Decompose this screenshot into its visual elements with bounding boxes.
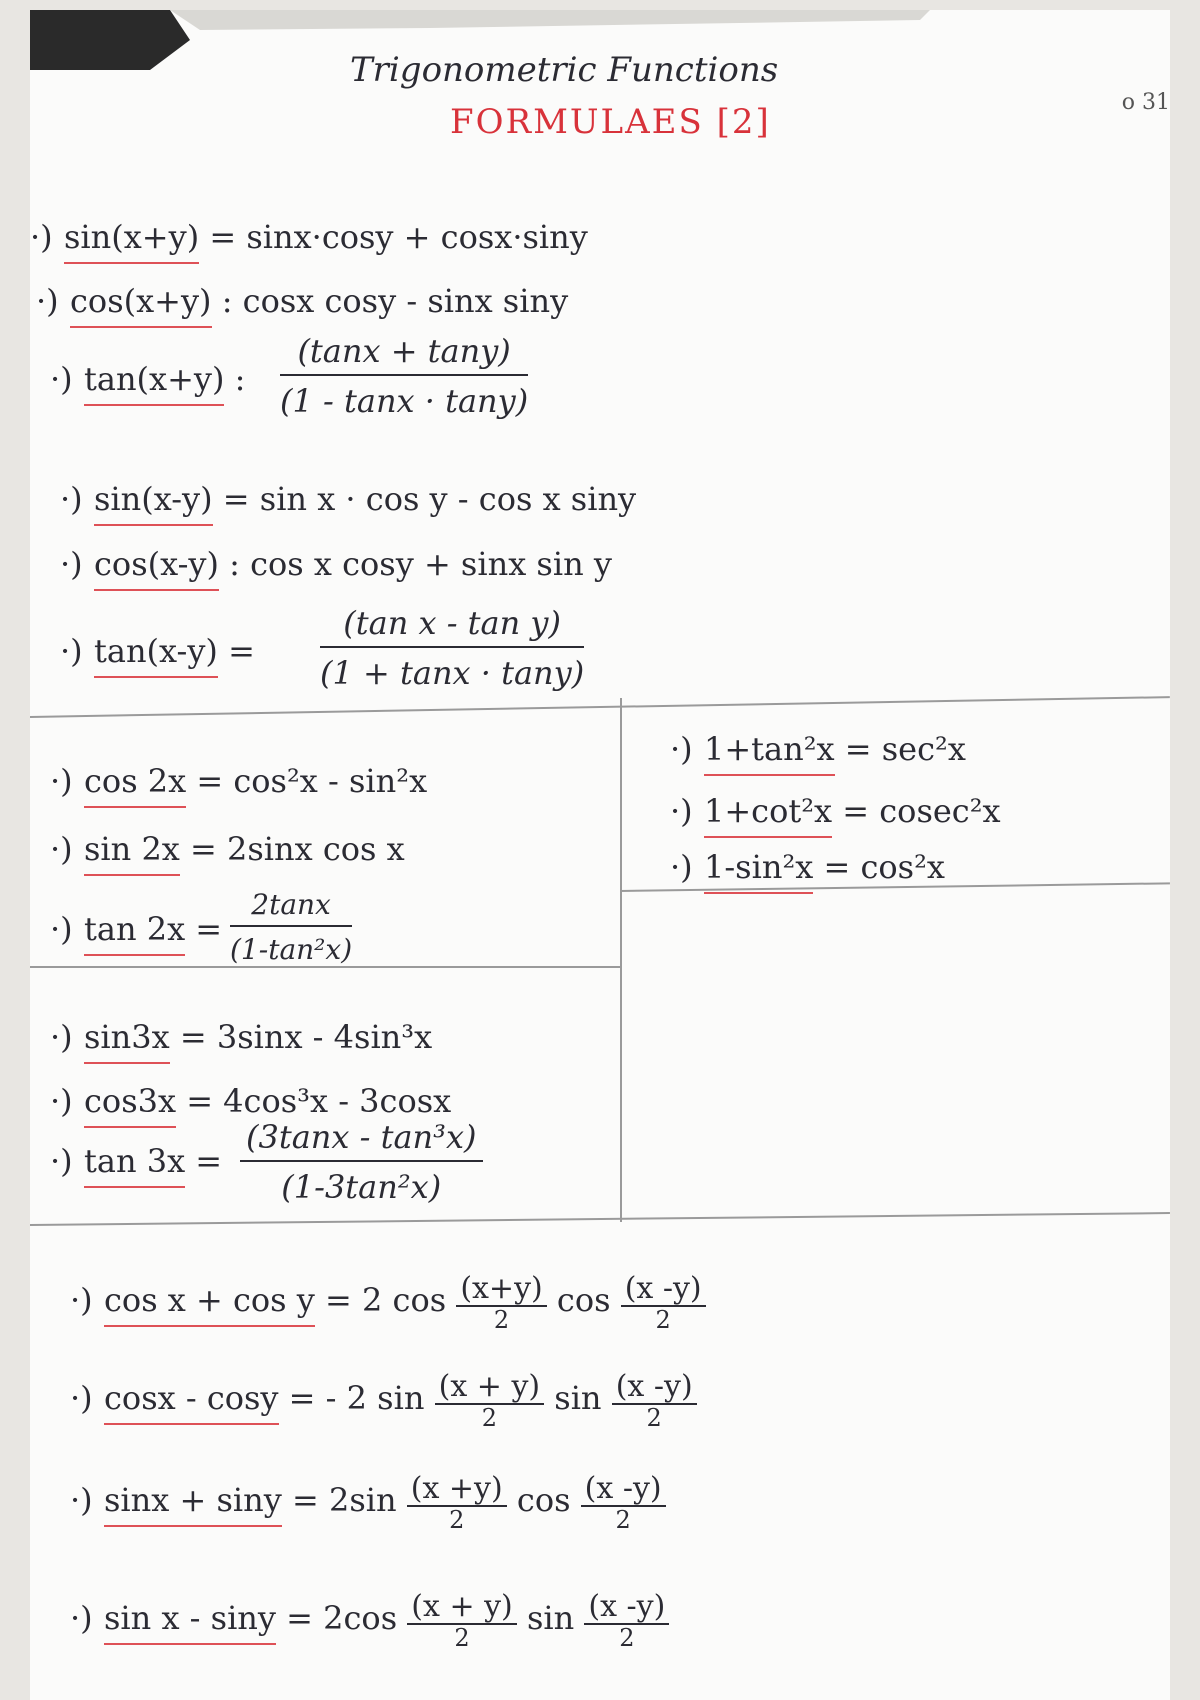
- formula-row: ·) cos3x = 4cos³x - 3cosx: [50, 1082, 451, 1124]
- formula-rhs: = cos²x: [823, 848, 945, 886]
- formula-row: ·) sinx + siny = 2sin $\frac{(x +y)}{2}$ cos $\frac{(x -y)}{2}$: [70, 1472, 666, 1533]
- formula-row: ·) cos 2x = cos²x - sin²x: [50, 762, 427, 804]
- formula-lhs: 1+tan²x: [704, 730, 835, 772]
- formula-row: ·) tan(x+y) :: [50, 360, 245, 402]
- fraction-numerator: (tanx + tany): [280, 332, 528, 376]
- formula-row: ·) 1+tan²x = sec²x: [670, 730, 966, 772]
- formula-row: ·) sin 2x = 2sinx cos x: [50, 830, 405, 872]
- formula-lhs: cosx - cosy: [104, 1379, 279, 1421]
- fraction: [280, 332, 528, 420]
- formula-lhs: 1+cot²x: [704, 792, 832, 834]
- fraction-numerator: 2tanx: [230, 888, 352, 927]
- notebook-page: [30, 10, 1170, 1700]
- formula-lhs: cos(x+y): [70, 282, 212, 324]
- formula-row: ·) cos(x+y) : cosx cosy - sinx siny: [36, 282, 568, 324]
- page-subtitle: FORMULAES [2]: [450, 102, 771, 142]
- formula-lhs: sinx + siny: [104, 1481, 282, 1523]
- formula-rhs: = cosec²x: [842, 792, 1001, 830]
- formula-lhs: 1-sin²x: [704, 848, 813, 890]
- formula-lhs: cos3x: [84, 1082, 176, 1124]
- fraction-denominator: (1 - tanx · tany): [280, 382, 529, 420]
- formula-lhs: tan(x-y): [94, 632, 218, 674]
- formula-prefix: = 2 cos: [325, 1281, 447, 1320]
- formula-row: ·) sin(x+y) = sinx·cosy + cosx·siny: [30, 218, 588, 260]
- formula-lhs: tan 2x: [84, 910, 185, 952]
- formula-lhs: sin x - siny: [104, 1599, 276, 1641]
- formula-lhs: sin(x+y): [64, 218, 199, 260]
- divider: [30, 696, 1170, 718]
- small-fraction: $\frac{(x -y)}{2}$: [621, 1272, 706, 1333]
- formula-lhs: tan(x+y): [84, 360, 224, 402]
- small-fraction: $\frac{(x +y)}{2}$: [407, 1472, 507, 1533]
- fraction: [320, 604, 584, 692]
- divider: [30, 966, 620, 968]
- small-fraction: $\frac{(x -y)}{2}$: [581, 1472, 666, 1533]
- fraction-denominator: (1-3tan²x): [281, 1168, 442, 1206]
- formula-row: ·) cos x + cos y = 2 cos $\frac{(x+y)}{2}$ cos $\frac{(x -y)}{2}$: [70, 1272, 706, 1333]
- formula-row: ·) sin(x-y) = sin x · cos y - cos x siny: [60, 480, 636, 522]
- fraction: [240, 1118, 483, 1206]
- formula-rhs: = 3sinx - 4sin³x: [179, 1018, 433, 1056]
- formula-mid: sin: [526, 1599, 575, 1638]
- formula-row: ·) 1-sin²x = cos²x: [670, 848, 945, 890]
- formula-lhs: cos(x-y): [94, 545, 219, 587]
- formula-rhs: = sec²x: [844, 730, 966, 768]
- formula-lhs: cos 2x: [84, 762, 186, 804]
- formula-lhs: cos x + cos y: [104, 1281, 315, 1323]
- formula-mid: sin: [554, 1379, 602, 1418]
- small-fraction: $\frac{(x+y)}{2}$: [456, 1272, 546, 1333]
- formula-mid: cos: [516, 1481, 571, 1520]
- formula-lhs: tan 3x: [84, 1142, 185, 1184]
- divider: [620, 698, 622, 1222]
- formula-prefix: = 2cos: [286, 1599, 398, 1638]
- formula-lhs: sin(x-y): [94, 480, 213, 522]
- formula-row: ·) cosx - cosy = - 2 sin $\frac{(x + y)}{2}$ sin $\frac{(x -y)}{2}$: [70, 1370, 697, 1431]
- formula-prefix: = 2sin: [291, 1481, 397, 1520]
- fraction-denominator: (1-tan²x): [230, 933, 353, 966]
- fraction-denominator: (1 + tanx · tany): [320, 654, 585, 692]
- formula-row: ·) sin x - siny = 2cos $\frac{(x + y)}{2}$ sin $\frac{(x -y)}{2}$: [70, 1590, 669, 1651]
- fraction-numerator: (tan x - tan y): [320, 604, 584, 648]
- divider: [30, 1212, 1170, 1226]
- corner-text: o 31: [1121, 90, 1170, 115]
- formula-rhs: = 4cos³x - 3cosx: [186, 1082, 452, 1120]
- formula-row: ·) cos(x-y) : cos x cosy + sinx sin y: [60, 545, 612, 587]
- formula-rhs: = 2sinx cos x: [190, 830, 405, 868]
- formula-row: ·) 1+cot²x = cosec²x: [670, 792, 1001, 834]
- formula-row: ·) tan 3x =: [50, 1142, 222, 1184]
- formula-lhs: sin3x: [84, 1018, 170, 1060]
- small-fraction: $\frac{(x + y)}{2}$: [407, 1590, 516, 1651]
- small-fraction: $\frac{(x + y)}{2}$: [435, 1370, 544, 1431]
- fraction: [230, 888, 352, 966]
- fraction-numerator: (3tanx - tan³x): [240, 1118, 483, 1162]
- formula-rhs: = sin x · cos y - cos x siny: [222, 480, 637, 518]
- formula-lhs: sin 2x: [84, 830, 180, 872]
- formula-rhs: : cosx cosy - sinx siny: [221, 282, 569, 320]
- formula-rhs: = sinx·cosy + cosx·siny: [209, 218, 588, 256]
- formula-row: ·) sin3x = 3sinx - 4sin³x: [50, 1018, 432, 1060]
- formula-mid: cos: [556, 1281, 611, 1320]
- formula-rhs: = cos²x - sin²x: [196, 762, 428, 800]
- page-title: Trigonometric Functions: [350, 50, 779, 90]
- formula-row: ·) tan(x-y) =: [60, 632, 255, 674]
- small-fraction: $\frac{(x -y)}{2}$: [584, 1590, 669, 1651]
- small-fraction: $\frac{(x -y)}{2}$: [612, 1370, 697, 1431]
- formula-row: ·) tan 2x =: [50, 910, 222, 952]
- formula-prefix: = - 2 sin: [288, 1379, 425, 1418]
- formula-rhs: : cos x cosy + sinx sin y: [229, 545, 612, 583]
